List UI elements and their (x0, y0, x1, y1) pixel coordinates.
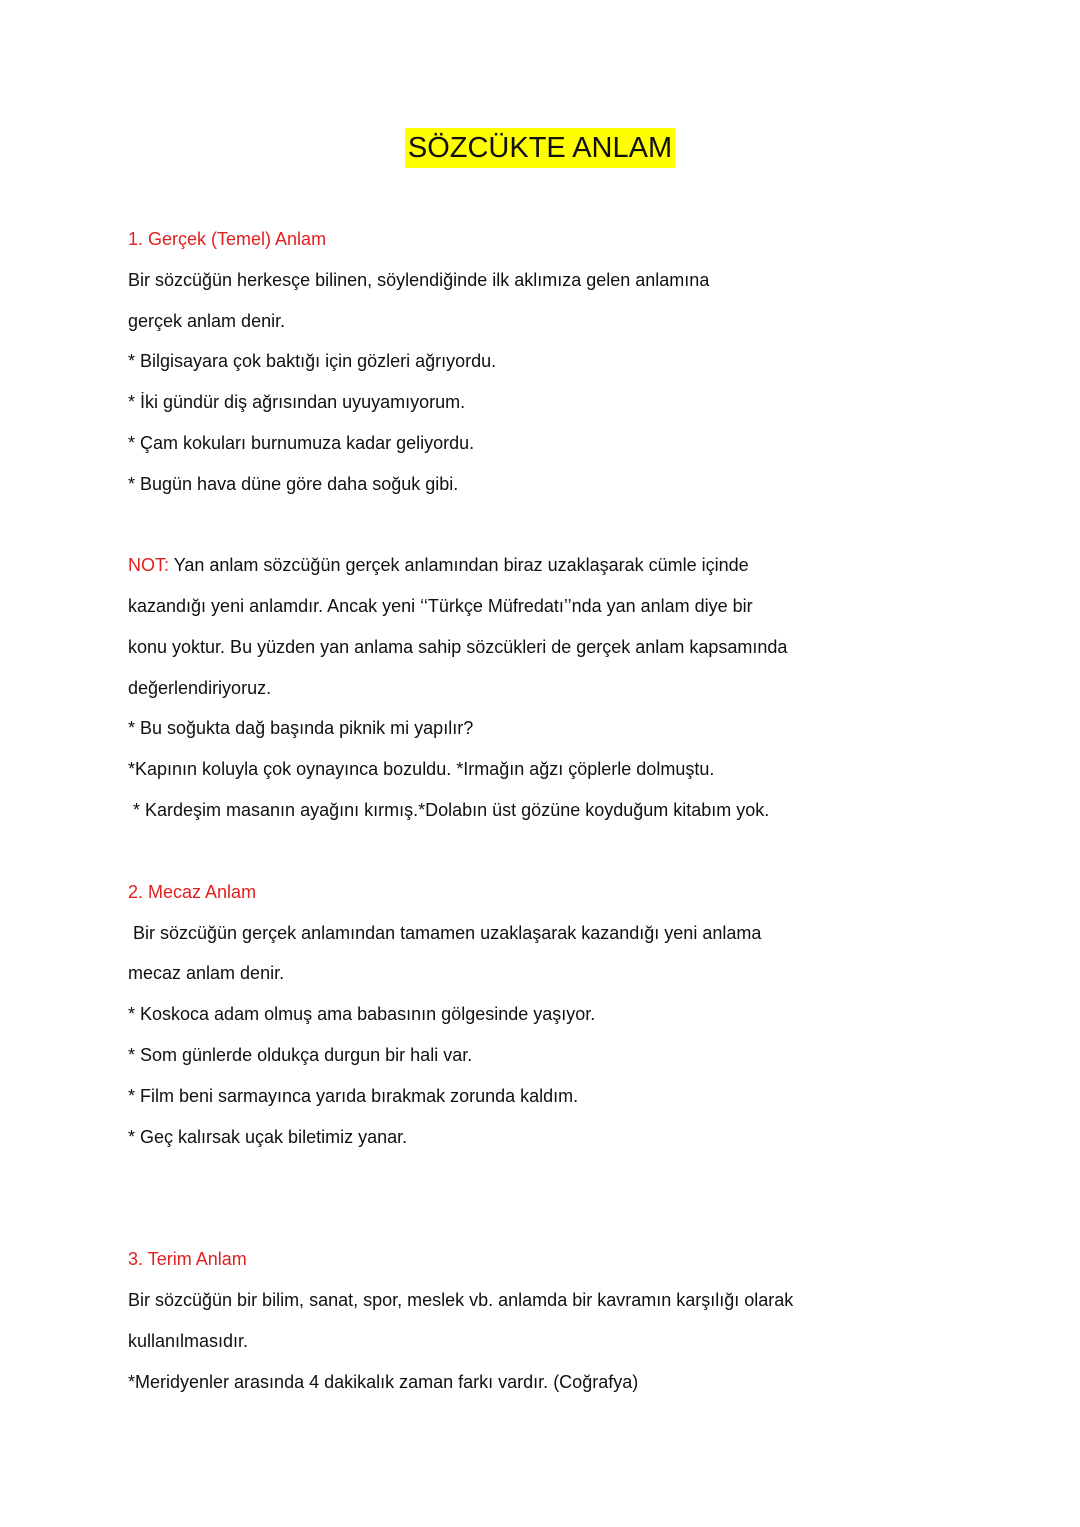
note-first-line (128, 553, 749, 577)
page-title: SÖZCÜKTE ANLAM (405, 128, 675, 168)
definition-line: gerçek anlam denir. (128, 311, 286, 331)
example-line: *Meridyenler arasında 4 dakikalık zaman farkı vardır. (Coğrafya) (128, 1372, 639, 1392)
note-line: konu yoktur. Bu yüzden yan anlama sahip sözcükleri de gerçek anlam kapsamında (128, 637, 788, 657)
example-line: * Koskoca adam olmuş ama babasının gölgesinde yaşıyor. (128, 1004, 596, 1024)
example-line: * Bu soğukta dağ başında piknik mi yapılır? (128, 718, 474, 738)
note-line: kazandığı yeni anlamdır. Ancak yeni ‘‘Türkçe Müfredatı’’nda yan anlam diye bir (128, 596, 753, 616)
title-wrapper (0, 128, 1080, 168)
example-line: * Çam kokuları burnumuza kadar geliyordu. (128, 433, 475, 453)
example-line: * Bugün hava düne göre daha soğuk gibi. (128, 474, 459, 494)
section-heading-gercek: 1. Gerçek (Temel) Anlam (128, 229, 327, 249)
definition-line: Bir sözcüğün herkesçe bilinen, söylendiğinde ilk aklımıza gelen anlamına (128, 270, 710, 290)
example-line: * Bilgisayara çok baktığı için gözleri ağrıyordu. (128, 351, 497, 371)
example-line: * İki gündür diş ağrısından uyuyamıyorum. (128, 392, 466, 412)
example-line: * Som günlerde oldukça durgun bir hali var. (128, 1045, 473, 1065)
example-line: * Film beni sarmayınca yarıda bırakmak zorunda kaldım. (128, 1086, 579, 1106)
definition-line: Bir sözcüğün gerçek anlamından tamamen uzaklaşarak kazandığı yeni anlama (128, 923, 762, 943)
example-line: * Kardeşim masanın ayağını kırmış.*Dolabın üst gözüne koyduğum kitabım yok. (128, 800, 770, 820)
section-heading-mecaz: 2. Mecaz Anlam (128, 882, 257, 902)
example-line: * Geç kalırsak uçak biletimiz yanar. (128, 1127, 408, 1147)
definition-line: kullanılmasıdır. (128, 1331, 249, 1351)
note-line: değerlendiriyoruz. (128, 678, 272, 698)
definition-line: Bir sözcüğün bir bilim, sanat, spor, meslek vb. anlamda bir kavramın karşılığı olarak (128, 1290, 794, 1310)
definition-line: mecaz anlam denir. (128, 963, 285, 983)
note-text: Yan anlam sözcüğün gerçek anlamından biraz uzaklaşarak cümle içinde (169, 555, 749, 575)
example-line: *Kapının koluyla çok oynayınca bozuldu. *Irmağın ağzı çöplerle dolmuştu. (128, 759, 715, 779)
note-label: NOT: (128, 555, 170, 575)
section-heading-terim: 3. Terim Anlam (128, 1249, 247, 1269)
